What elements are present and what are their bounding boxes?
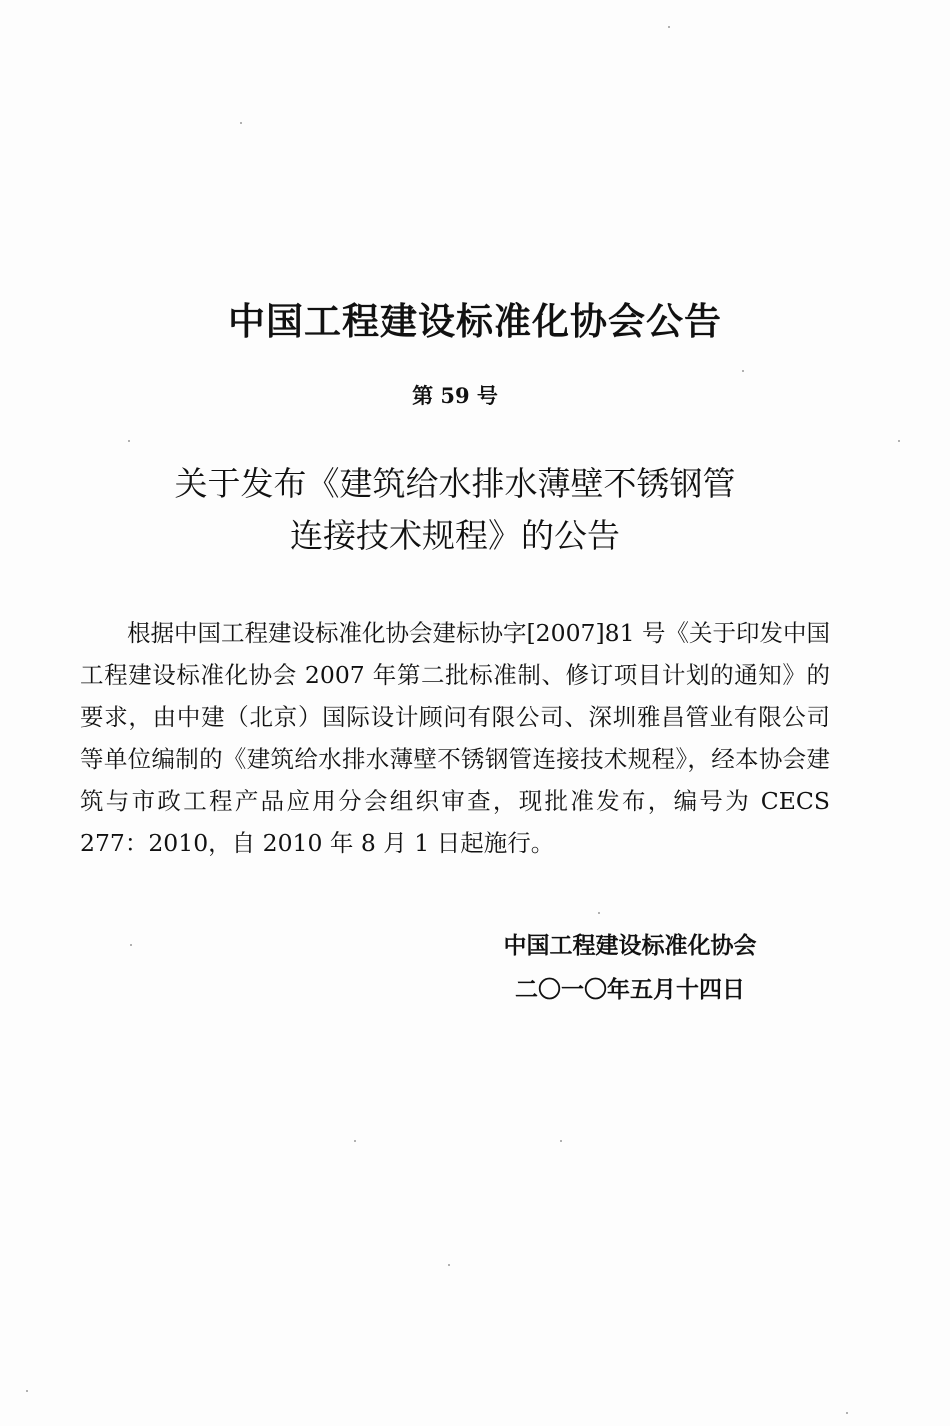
heading-line-2: 连接技术规程》的公告	[290, 516, 620, 555]
announcement-heading	[0, 458, 910, 562]
announcement-number: 第 59 号	[412, 383, 498, 408]
announcement-body: 根据中国工程建设标准化协会建标协字[2007]81 号《关于印发中国工程建设标准化协会 2007 年第二批标准制、修订项目计划的通知》的要求，由中建（北京）国际设计顾问有限公司、深圳雅昌管业有限公司等单位编制的《建筑给水排水薄壁不锈钢管连接技术规程》，经本协会建筑与市政工程产品应用分会组织审查，现批准发布，编号为 CECS 277：2010，自 2010 年 8 月 1 日起施行。	[80, 619, 831, 857]
signature-date: 二〇一〇年五月十四日	[515, 977, 745, 1003]
scan-speck	[354, 1140, 356, 1142]
scan-speck	[898, 440, 900, 442]
announcement-title: 中国工程建设标准化协会公告	[228, 300, 722, 343]
scan-speck	[742, 370, 744, 372]
scan-speck	[26, 1390, 28, 1392]
signature-organization: 中国工程建设标准化协会	[503, 933, 757, 959]
scan-speck	[448, 1264, 450, 1266]
scan-speck	[668, 26, 670, 28]
scan-speck	[598, 912, 600, 914]
scan-speck	[560, 1140, 562, 1142]
signature-block	[470, 924, 790, 1012]
scan-speck	[240, 122, 242, 124]
scan-speck	[130, 944, 132, 946]
heading-line-1: 关于发布《建筑给水排水薄壁不锈钢管	[174, 464, 736, 503]
scan-speck	[128, 440, 130, 442]
scan-speck	[846, 1412, 848, 1414]
